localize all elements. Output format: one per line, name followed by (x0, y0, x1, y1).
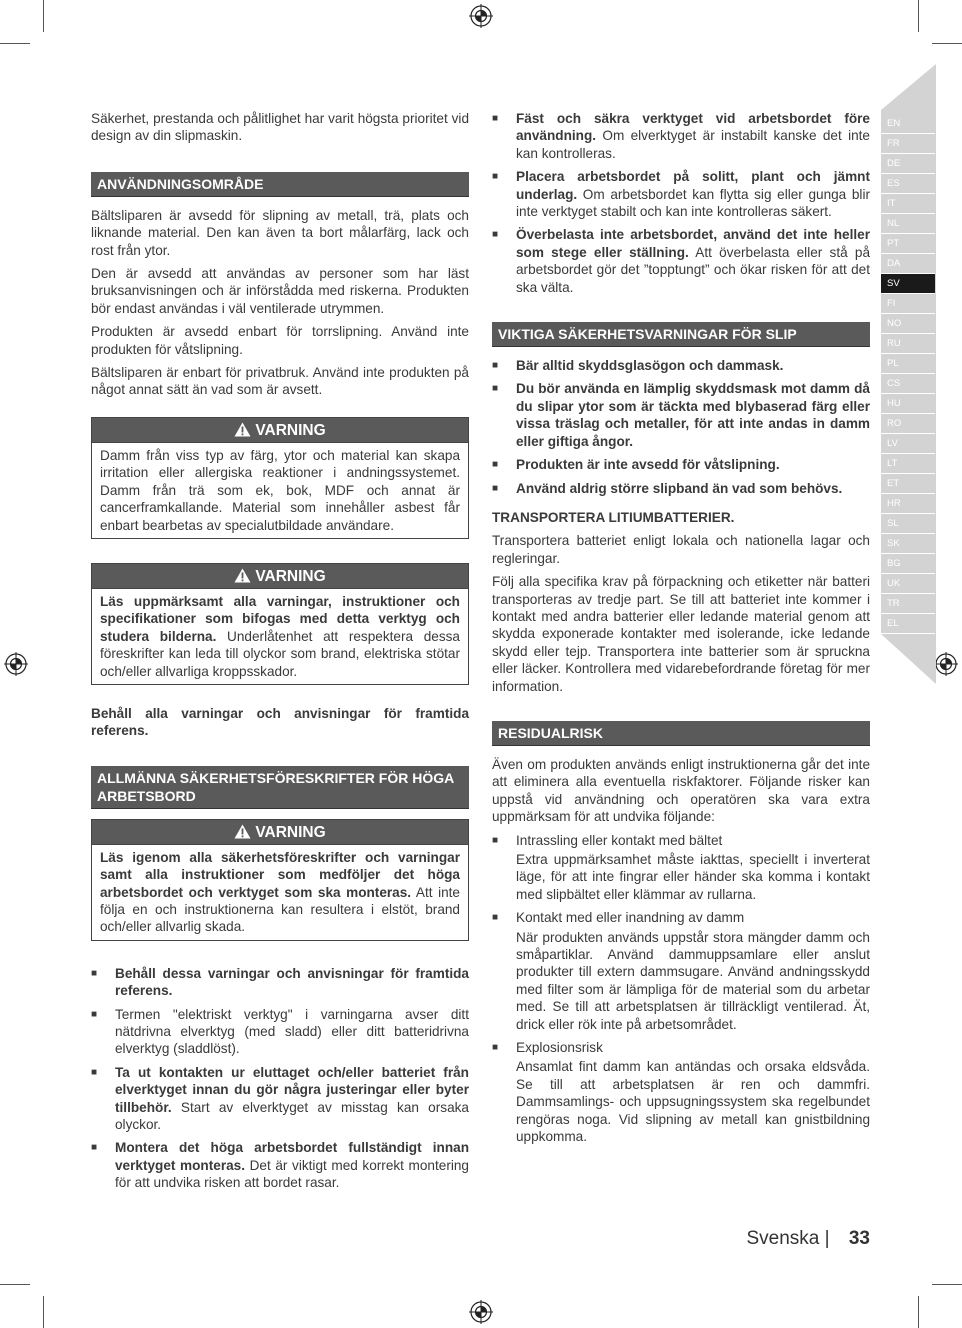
language-tab-hr[interactable]: HR (881, 494, 935, 514)
list-item (492, 832, 870, 904)
bullet-icon: ■ (492, 834, 499, 846)
warning-bold-text: Läs igenom alla säkerhetsföreskrifter och varningar samt alla instruktioner som medföljer det höga arbetsbordet och verktyget som ska monteras. (100, 849, 460, 900)
warning-triangle-icon (234, 568, 251, 583)
warning-body (92, 589, 468, 684)
section-header-residual: RESIDUALRISK (492, 721, 870, 746)
warning-triangle-icon (234, 824, 251, 839)
bullet-icon: ■ (492, 113, 499, 124)
bullet-icon: ■ (91, 1008, 98, 1020)
list-item (492, 168, 870, 220)
footer-language: Svenska (746, 1228, 820, 1249)
item-text: Termen "elektriskt verktyg" i varningarna avser ditt nätdrivna elverktyg (med sladd) eller ditt batteridrivna elverktyg (sladdlöst). (115, 1006, 469, 1057)
list-item (91, 1139, 469, 1191)
left-column (91, 110, 469, 1198)
language-tab-bg[interactable]: BG (881, 554, 935, 574)
sander-list (492, 357, 870, 497)
list-item (492, 110, 870, 162)
bullet-icon: ■ (91, 1142, 98, 1154)
item-text: Att överbelasta eller stå på arbetsbordet gör det ”topptungt” och ökar risken för att det ska välta. (516, 244, 871, 295)
bullet-icon: ■ (91, 967, 98, 979)
crop-mark (932, 1284, 962, 1285)
registration-mark-icon (934, 652, 958, 676)
bullet-icon: ■ (91, 1066, 98, 1078)
list-item (91, 1006, 469, 1058)
crop-mark (43, 1296, 44, 1328)
language-tab-pt[interactable]: PT (881, 234, 935, 254)
warning-label: VARNING (255, 823, 326, 841)
crop-mark (932, 43, 962, 44)
residual-intro: Även om produkten används enligt instruktionerna går det inte att eliminera alla eventuella riskfaktorer. Följande risker kan uppstå vid användning och operatören ska vara extra uppmärksam för att undvika följande: (492, 756, 870, 825)
item-bold-text: Montera det höga arbetsbordet fullständigt innan verktyget monteras. (115, 1140, 469, 1173)
language-tabs (881, 114, 935, 634)
list-item (492, 1039, 870, 1145)
item-heading: Kontakt med eller inandning av damm (516, 910, 745, 926)
item-text: Ansamlat fint damm kan antändas och orsaka eldsvåda. Se till att arbetsplatsen är ren och dammfri. Dammsamlings- och uppsugningssystem ska regelbundet rengöras noga. Vid slipning av metall kan gnistbildning uppkomma. (516, 1059, 870, 1145)
language-tab-sv[interactable]: SV (881, 274, 935, 294)
warning-box (91, 417, 469, 539)
item-text: Om arbetsbordet kan flytta sig eller gunga blir inte verktyget stabilt och kan inte kontrolleras säkert. (516, 186, 870, 220)
bullet-icon: ■ (492, 171, 499, 183)
language-tab-tr[interactable]: TR (881, 594, 935, 614)
item-heading: Intrassling eller kontakt med bältet (516, 832, 723, 848)
language-tab-hu[interactable]: HU (881, 394, 935, 414)
item-text: När produkten används uppstår stora mängder damm och småpartiklar. Använd dammuppsamlare eller anslut produkter till extern dammsugare. Använd andningsskydd med filter som är lämpliga för de material som du arbetar med. Se till att arbetsplatsen är tillräckligt ventilerad. Ät, drick eller rök inte på arbetsområdet. (516, 929, 870, 1032)
item-text: Extra uppmärksamhet måste iakttas, speciellt i inverterat läge, för att inte fingrar eller händer ska komma i kontakt med slipbältet eller klämmar av rullarna. (516, 852, 870, 902)
warning-label: VARNING (255, 567, 326, 585)
bullet-icon: ■ (492, 912, 499, 924)
intro-text: Säkerhet, prestanda och pålitlighet har varit högsta prioritet vid design av din slipmaskin. (91, 111, 469, 144)
language-tab-et[interactable]: ET (881, 474, 935, 494)
section-header-usage: ANVÄNDNINGSOMRÅDE (91, 172, 469, 197)
usage-paragraph: Bältsliparen är enbart för privatbruk. Använd inte produkten på något annat sätt än vad som är avsett. (91, 365, 469, 398)
item-bold-text: Bär alltid skyddsglasögon och dammask. (516, 358, 784, 374)
page-footer (746, 1230, 870, 1247)
list-item (492, 909, 870, 1033)
item-heading: Explosionsrisk (516, 1040, 603, 1056)
warning-body: Damm från viss typ av färg, ytor och material kan skapa irritation eller allergiska reaktioner i andningssystemet. Damm från trä som ek, bok, MDF och annat är cancerframkallande. Material som innehåller asbest får enbart bearbetas av specialutbildade användare. (100, 447, 460, 533)
item-bold-text: Du bör använda en lämplig skyddsmask mot damm då du slipar ytor som är täckta med blybaserad färg eller vissa träslag och metaller, för att inte andas in damm eller giftiga ångor. (516, 381, 870, 449)
page-number: 33 (848, 1228, 870, 1249)
usage-paragraph: Produkten är avsedd enbart för torrslipning. Använd inte produkten för våtslipning. (91, 324, 469, 357)
warning-triangle-icon (234, 422, 251, 437)
crop-mark (918, 0, 919, 32)
warning-header (92, 564, 468, 589)
keep-note: Behåll alla varningar och anvisningar för framtida referens. (91, 705, 469, 739)
language-tab-lt[interactable]: LT (881, 454, 935, 474)
registration-mark-icon (469, 1300, 493, 1324)
registration-mark-icon (469, 4, 493, 28)
item-bold-text: Produkten är inte avsedd för våtslipning. (516, 457, 780, 473)
transport-paragraph: Följ alla specifika krav på förpackning och etiketter när batteri transporteras av tredje part. Se till att batteriet inte kommer i kontakt med andra batterier eller ledande material genom att skydda exponerade kontakter med isolerande, icke ledande skydd eller tejp. Transportera inte batterier som är spruckna eller läcker. Kontrollera med vidarebefordrande företag för mer information. (492, 574, 870, 694)
language-tab-uk[interactable]: UK (881, 574, 935, 594)
bullet-icon: ■ (492, 459, 499, 471)
warning-box (91, 563, 469, 685)
list-item (492, 357, 870, 374)
item-text: Det är viktigt med korrekt montering för att undvika risken att bordet rasar. (115, 1157, 469, 1191)
warning-text: Att inte följa en och instruktionerna kan resultera i elstöt, brand och/eller allvarlig skada. (100, 884, 460, 935)
warning-header (92, 820, 468, 845)
language-tab-sl[interactable]: SL (881, 514, 935, 534)
language-tab-fi[interactable]: FI (881, 294, 935, 314)
item-bold-text: Överbelasta inte arbetsbordet, använd det inte heller som stege eller ställning. (516, 227, 870, 260)
bullet-icon: ■ (492, 360, 499, 372)
language-tab-pl[interactable]: PL (881, 354, 935, 374)
registration-mark-icon (4, 652, 28, 676)
transport-paragraph: Transportera batteriet enligt lokala och nationella lagar och regleringar. (492, 533, 870, 566)
language-tab-lv[interactable]: LV (881, 434, 935, 454)
language-tab-nl[interactable]: NL (881, 214, 935, 234)
residual-list (492, 832, 870, 1146)
warning-text: Underlåtenhet att respektera dessa föreskrifter kan leda till olyckor som brand, elektriska stötar och/eller allvarliga kroppsskador. (100, 628, 460, 679)
item-bold-text: Placera arbetsbordet på solitt, plant och jämnt underlag. (516, 169, 870, 202)
warning-label: VARNING (255, 421, 326, 439)
item-bold-text: Behåll dessa varningar och anvisningar för framtida referens. (115, 965, 469, 999)
list-item (91, 1064, 469, 1134)
warning-header (92, 418, 468, 443)
item-text: Om elverktyget är instabilt kanske det inte kan kontrolleras. (516, 128, 870, 161)
list-item (492, 480, 870, 497)
list-item (492, 380, 870, 450)
language-tab-ru[interactable]: RU (881, 334, 935, 354)
list-item (91, 965, 469, 1000)
usage-paragraph: Den är avsedd att användas av personer som har läst bruksanvisningen och är införstådda med riskerna. Produkten bör endast användas i väl ventilerade utrymmen. (91, 266, 469, 316)
crop-mark (0, 43, 30, 44)
workbench-list (492, 110, 870, 296)
warning-bold-text: Läs uppmärksamt alla varningar, instruktioner och specifikationer som bifogas med detta verktyg och studera bilderna. (100, 593, 460, 644)
crop-mark (0, 1284, 30, 1285)
language-tab-sk[interactable]: SK (881, 534, 935, 554)
crop-mark (918, 1296, 919, 1328)
transport-title: TRANSPORTERA LITIUMBATTERIER. (492, 509, 735, 525)
language-tab-no[interactable]: NO (881, 314, 935, 334)
bullet-icon: ■ (492, 229, 499, 241)
section-header-general: ALLMÄNNA SÄKERHETSFÖRESKRIFTER FÖR HÖGA ARBETSBORD (91, 766, 469, 809)
language-tab-fr[interactable]: FR (881, 134, 935, 154)
warning-box (91, 819, 469, 941)
language-tab-cs[interactable]: CS (881, 374, 935, 394)
section-header-sander: VIKTIGA SÄKERHETSVARNINGAR FÖR SLIP (492, 322, 870, 347)
language-tab-en[interactable]: EN (881, 114, 935, 134)
item-bold-text: Använd aldrig större slipband än vad som behövs. (516, 480, 843, 496)
language-tab-da[interactable]: DA (881, 254, 935, 274)
language-tab-de[interactable]: DE (881, 154, 935, 174)
list-item (492, 226, 870, 296)
item-bold-text: Fäst och säkra verktyget vid arbetsbordet före användning. (516, 111, 870, 144)
right-column (492, 110, 870, 1152)
language-tab-ro[interactable]: RO (881, 414, 935, 434)
crop-mark (43, 0, 44, 32)
language-tab-el[interactable]: EL (881, 614, 935, 634)
item-bold-text: Ta ut kontakten ur eluttaget och/eller batteriet från elverktyget innan du gör några justeringar eller byter tillbehör. (115, 1064, 469, 1115)
footer-separator: | (824, 1228, 830, 1249)
bullet-icon: ■ (492, 482, 499, 494)
general-list (91, 965, 469, 1192)
item-text: Start av elverktyget av misstag kan orsaka olyckor. (115, 1099, 469, 1133)
warning-body (92, 845, 468, 940)
bullet-icon: ■ (492, 383, 499, 395)
language-tab-es[interactable]: ES (881, 174, 935, 194)
language-tab-it[interactable]: IT (881, 194, 935, 214)
list-item (492, 456, 870, 473)
usage-paragraph: Bältsliparen är avsedd för slipning av metall, trä, plats och liknande material. Den kan även ta bort målarfärg, lack och rost från ytor. (91, 207, 469, 258)
bullet-icon: ■ (492, 1042, 499, 1054)
